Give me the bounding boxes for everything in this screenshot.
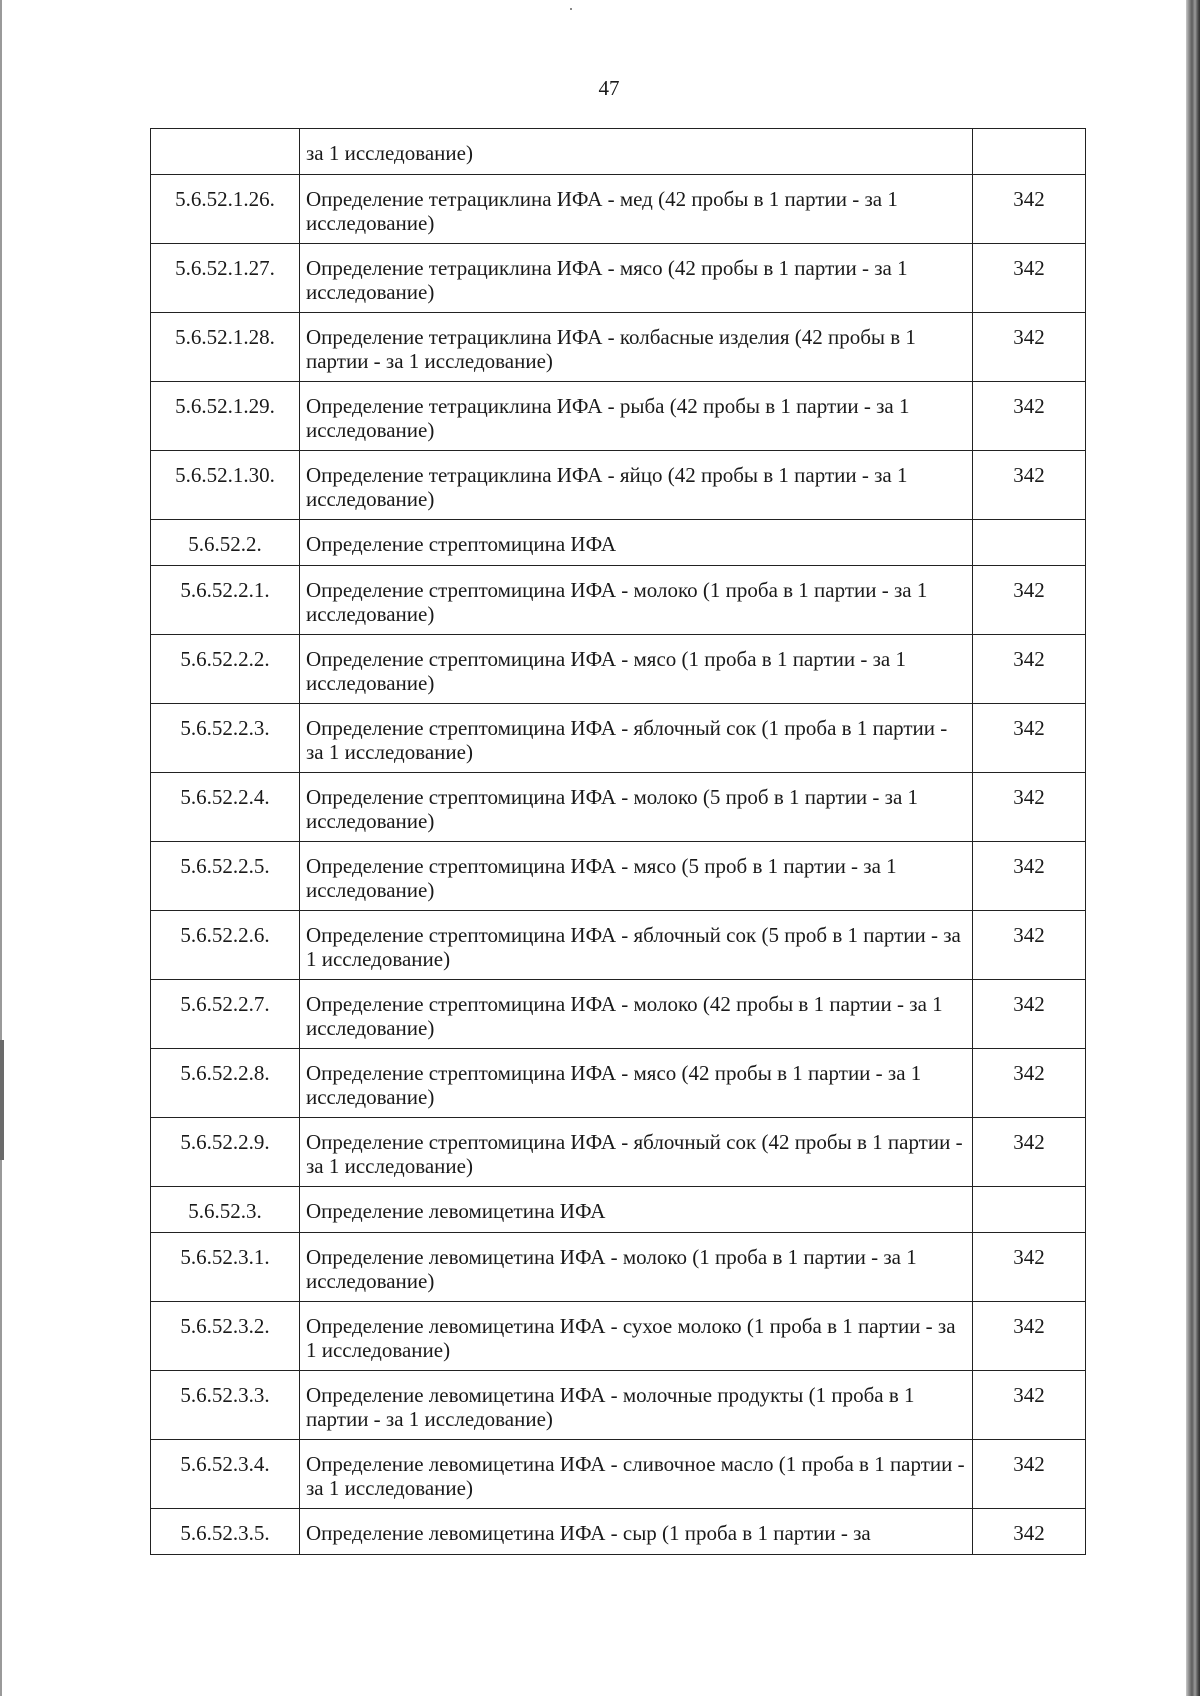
item-code: 5.6.52.1.27. [151,244,300,313]
item-code: 5.6.52.2.2. [151,635,300,704]
item-price: 342 [973,1118,1086,1187]
item-description: Определение стрептомицина ИФА - мясо (1 проба в 1 партии - за 1 исследование) [300,635,973,704]
item-description: Определение левомицетина ИФА - молочные продукты (1 проба в 1 партии - за 1 исследование) [300,1371,973,1440]
item-price: 342 [973,1440,1086,1509]
table-row [151,382,1086,451]
item-description: Определение тетрациклина ИФА - рыба (42 пробы в 1 партии - за 1 исследование) [300,382,973,451]
price-table [150,128,1086,1555]
item-price: 342 [973,382,1086,451]
item-price: 342 [973,451,1086,520]
item-price: 342 [973,842,1086,911]
item-code: 5.6.52.3. [151,1187,300,1233]
item-price: 342 [973,313,1086,382]
table-row [151,1302,1086,1371]
page-number: 47 [598,76,620,100]
item-price: 342 [973,704,1086,773]
item-price [973,129,1086,175]
item-price: 342 [973,635,1086,704]
item-description: Определение левомицетина ИФА - сливочное масло (1 проба в 1 партии - за 1 исследование) [300,1440,973,1509]
item-description: Определение стрептомицина ИФА - мясо (5 проб в 1 партии - за 1 исследование) [300,842,973,911]
item-description: Определение стрептомицина ИФА - молоко (1 проба в 1 партии - за 1 исследование) [300,566,973,635]
item-price: 342 [973,1371,1086,1440]
item-code: 5.6.52.3.4. [151,1440,300,1509]
item-code: 5.6.52.3.1. [151,1233,300,1302]
item-description: Определение стрептомицина ИФА - яблочный сок (42 пробы в 1 партии - за 1 исследование) [300,1118,973,1187]
item-price: 342 [973,1509,1086,1555]
item-code: 5.6.52.3.3. [151,1371,300,1440]
item-description: Определение тетрациклина ИФА - мясо (42 пробы в 1 партии - за 1 исследование) [300,244,973,313]
item-price: 342 [973,980,1086,1049]
item-description: Определение стрептомицина ИФА - молоко (42 пробы в 1 партии - за 1 исследование) [300,980,973,1049]
item-code: 5.6.52.2.1. [151,566,300,635]
table-row [151,1371,1086,1440]
item-description: Определение стрептомицина ИФА [300,520,973,566]
item-code: 5.6.52.3.2. [151,1302,300,1371]
item-description: Определение левомицетина ИФА - молоко (1 проба в 1 партии - за 1 исследование) [300,1233,973,1302]
item-code: 5.6.52.1.26. [151,175,300,244]
item-description: Определение стрептомицина ИФА - яблочный сок (5 проб в 1 партии - за 1 исследование) [300,911,973,980]
table-row [151,1440,1086,1509]
scan-left-mark [0,1040,4,1160]
item-description: Определение стрептомицина ИФА - яблочный сок (1 проба в 1 партии - за 1 исследование) [300,704,973,773]
table-row [151,1233,1086,1302]
table-row [151,1187,1086,1233]
item-price [973,1187,1086,1233]
table-row [151,129,1086,175]
item-code: 5.6.52.2.3. [151,704,300,773]
item-description: Определение тетрациклина ИФА - мед (42 пробы в 1 партии - за 1 исследование) [300,175,973,244]
table-row [151,704,1086,773]
item-code: 5.6.52.2. [151,520,300,566]
item-code: 5.6.52.2.6. [151,911,300,980]
table-row [151,244,1086,313]
table-row [151,980,1086,1049]
scan-right-edge [1186,0,1200,1696]
item-code: 5.6.52.2.5. [151,842,300,911]
item-code: 5.6.52.1.29. [151,382,300,451]
table-row [151,313,1086,382]
item-description: за 1 исследование) [300,129,973,175]
item-code: 5.6.52.1.30. [151,451,300,520]
item-price: 342 [973,911,1086,980]
item-price [973,520,1086,566]
item-price: 342 [973,244,1086,313]
item-price: 342 [973,566,1086,635]
table-row [151,520,1086,566]
item-code: 5.6.52.2.7. [151,980,300,1049]
item-code: 5.6.52.2.4. [151,773,300,842]
table-row [151,175,1086,244]
table-row [151,635,1086,704]
item-price: 342 [973,1233,1086,1302]
item-code [151,129,300,175]
item-description: Определение левомицетина ИФА [300,1187,973,1233]
item-description: Определение левомицетина ИФА - сухое молоко (1 проба в 1 партии - за 1 исследование) [300,1302,973,1371]
item-description: Определение левомицетина ИФА - сыр (1 проба в 1 партии - за [300,1509,973,1555]
item-code: 5.6.52.3.5. [151,1509,300,1555]
table-row [151,1049,1086,1118]
item-code: 5.6.52.2.8. [151,1049,300,1118]
table-row [151,1118,1086,1187]
table-row [151,842,1086,911]
scan-speck [570,8,572,10]
table-row [151,911,1086,980]
scan-left-edge [0,0,2,1696]
item-description: Определение стрептомицина ИФА - мясо (42 пробы в 1 партии - за 1 исследование) [300,1049,973,1118]
table-row [151,773,1086,842]
table-row [151,451,1086,520]
price-table-body [151,129,1086,1555]
item-code: 5.6.52.1.28. [151,313,300,382]
item-description: Определение тетрациклина ИФА - яйцо (42 пробы в 1 партии - за 1 исследование) [300,451,973,520]
item-price: 342 [973,175,1086,244]
item-price: 342 [973,1302,1086,1371]
item-price: 342 [973,773,1086,842]
item-price: 342 [973,1049,1086,1118]
item-code: 5.6.52.2.9. [151,1118,300,1187]
table-row [151,1509,1086,1555]
item-description: Определение тетрациклина ИФА - колбасные изделия (42 пробы в 1 партии - за 1 исследование) [300,313,973,382]
item-description: Определение стрептомицина ИФА - молоко (5 проб в 1 партии - за 1 исследование) [300,773,973,842]
table-row [151,566,1086,635]
